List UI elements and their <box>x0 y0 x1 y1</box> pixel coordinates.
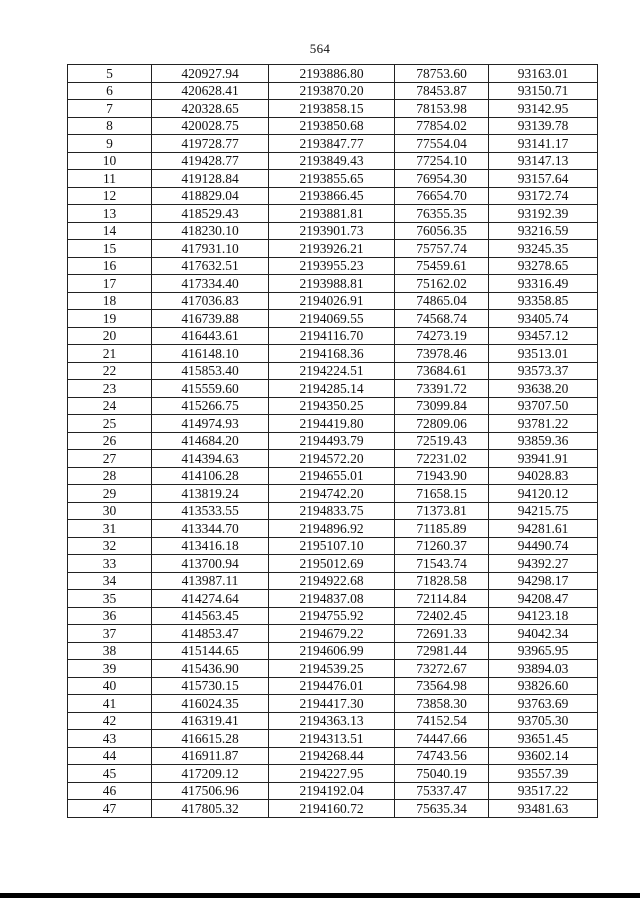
table-row <box>68 625 598 643</box>
point-number-cell: 19 <box>68 310 152 328</box>
easting-1-cell: 415730.15 <box>152 677 269 695</box>
easting-2-cell: 71260.37 <box>395 537 489 555</box>
easting-2-cell: 71185.89 <box>395 520 489 538</box>
easting-2-cell: 77254.10 <box>395 152 489 170</box>
easting-1-cell: 416148.10 <box>152 345 269 363</box>
table-row <box>68 432 598 450</box>
table-row <box>68 730 598 748</box>
easting-2-cell: 71543.74 <box>395 555 489 573</box>
point-number-cell: 26 <box>68 432 152 450</box>
northing-2-cell: 93602.14 <box>489 747 598 765</box>
northing-1-cell: 2194837.08 <box>269 590 395 608</box>
northing-2-cell: 93278.65 <box>489 257 598 275</box>
northing-1-cell: 2194419.80 <box>269 415 395 433</box>
easting-1-cell: 415266.75 <box>152 397 269 415</box>
easting-2-cell: 74568.74 <box>395 310 489 328</box>
point-number-cell: 39 <box>68 660 152 678</box>
easting-2-cell: 73978.46 <box>395 345 489 363</box>
easting-1-cell: 414394.63 <box>152 450 269 468</box>
northing-1-cell: 2194476.01 <box>269 677 395 695</box>
point-number-cell: 28 <box>68 467 152 485</box>
table-row <box>68 170 598 188</box>
northing-1-cell: 2193855.65 <box>269 170 395 188</box>
northing-1-cell: 2194268.44 <box>269 747 395 765</box>
northing-2-cell: 93705.30 <box>489 712 598 730</box>
northing-1-cell: 2194606.99 <box>269 642 395 660</box>
easting-2-cell: 71658.15 <box>395 485 489 503</box>
point-number-cell: 7 <box>68 100 152 118</box>
point-number-cell: 11 <box>68 170 152 188</box>
easting-2-cell: 78453.87 <box>395 82 489 100</box>
point-number-cell: 8 <box>68 117 152 135</box>
easting-2-cell: 73564.98 <box>395 677 489 695</box>
table-row <box>68 537 598 555</box>
easting-2-cell: 74743.56 <box>395 747 489 765</box>
northing-2-cell: 93139.78 <box>489 117 598 135</box>
table-row <box>68 117 598 135</box>
northing-1-cell: 2193866.45 <box>269 187 395 205</box>
northing-1-cell: 2194833.75 <box>269 502 395 520</box>
point-number-cell: 35 <box>68 590 152 608</box>
northing-1-cell: 2194350.25 <box>269 397 395 415</box>
table-row <box>68 327 598 345</box>
easting-2-cell: 71828.58 <box>395 572 489 590</box>
northing-2-cell: 94028.83 <box>489 467 598 485</box>
northing-1-cell: 2194363.13 <box>269 712 395 730</box>
table-row <box>68 310 598 328</box>
northing-1-cell: 2194417.30 <box>269 695 395 713</box>
easting-2-cell: 72519.43 <box>395 432 489 450</box>
northing-1-cell: 2194572.20 <box>269 450 395 468</box>
easting-2-cell: 74447.66 <box>395 730 489 748</box>
northing-1-cell: 2193926.21 <box>269 240 395 258</box>
table-row <box>68 782 598 800</box>
point-number-cell: 24 <box>68 397 152 415</box>
table-row <box>68 240 598 258</box>
table-row <box>68 520 598 538</box>
point-number-cell: 44 <box>68 747 152 765</box>
table-row <box>68 485 598 503</box>
table-row <box>68 275 598 293</box>
northing-2-cell: 93316.49 <box>489 275 598 293</box>
easting-2-cell: 74865.04 <box>395 292 489 310</box>
point-number-cell: 34 <box>68 572 152 590</box>
northing-2-cell: 94120.12 <box>489 485 598 503</box>
point-number-cell: 40 <box>68 677 152 695</box>
easting-1-cell: 419428.77 <box>152 152 269 170</box>
northing-2-cell: 93573.37 <box>489 362 598 380</box>
northing-2-cell: 93481.63 <box>489 800 598 818</box>
northing-1-cell: 2194227.95 <box>269 765 395 783</box>
point-number-cell: 29 <box>68 485 152 503</box>
northing-1-cell: 2193901.73 <box>269 222 395 240</box>
table-row <box>68 555 598 573</box>
easting-2-cell: 73391.72 <box>395 380 489 398</box>
point-number-cell: 21 <box>68 345 152 363</box>
easting-2-cell: 77554.04 <box>395 135 489 153</box>
easting-2-cell: 76355.35 <box>395 205 489 223</box>
northing-2-cell: 93142.95 <box>489 100 598 118</box>
easting-1-cell: 414684.20 <box>152 432 269 450</box>
northing-2-cell: 94490.74 <box>489 537 598 555</box>
easting-1-cell: 417036.83 <box>152 292 269 310</box>
easting-2-cell: 76954.30 <box>395 170 489 188</box>
easting-2-cell: 72402.45 <box>395 607 489 625</box>
easting-1-cell: 415144.65 <box>152 642 269 660</box>
easting-2-cell: 75757.74 <box>395 240 489 258</box>
easting-1-cell: 417632.51 <box>152 257 269 275</box>
point-number-cell: 10 <box>68 152 152 170</box>
northing-2-cell: 93965.95 <box>489 642 598 660</box>
northing-1-cell: 2194224.51 <box>269 362 395 380</box>
northing-2-cell: 93707.50 <box>489 397 598 415</box>
point-number-cell: 30 <box>68 502 152 520</box>
table-row <box>68 800 598 818</box>
easting-1-cell: 413987.11 <box>152 572 269 590</box>
easting-2-cell: 75162.02 <box>395 275 489 293</box>
easting-1-cell: 419728.77 <box>152 135 269 153</box>
easting-1-cell: 414274.64 <box>152 590 269 608</box>
northing-1-cell: 2193858.15 <box>269 100 395 118</box>
coordinates-table-body <box>68 65 598 818</box>
easting-1-cell: 414974.93 <box>152 415 269 433</box>
point-number-cell: 5 <box>68 65 152 83</box>
table-row <box>68 677 598 695</box>
northing-1-cell: 2195107.10 <box>269 537 395 555</box>
table-row <box>68 362 598 380</box>
northing-2-cell: 93141.17 <box>489 135 598 153</box>
point-number-cell: 33 <box>68 555 152 573</box>
point-number-cell: 46 <box>68 782 152 800</box>
easting-2-cell: 73684.61 <box>395 362 489 380</box>
table-row <box>68 695 598 713</box>
northing-2-cell: 93150.71 <box>489 82 598 100</box>
point-number-cell: 13 <box>68 205 152 223</box>
point-number-cell: 17 <box>68 275 152 293</box>
easting-2-cell: 71373.81 <box>395 502 489 520</box>
easting-1-cell: 414106.28 <box>152 467 269 485</box>
northing-2-cell: 93457.12 <box>489 327 598 345</box>
northing-2-cell: 93763.69 <box>489 695 598 713</box>
easting-1-cell: 415853.40 <box>152 362 269 380</box>
easting-2-cell: 78753.60 <box>395 65 489 83</box>
northing-1-cell: 2193850.68 <box>269 117 395 135</box>
northing-2-cell: 93157.64 <box>489 170 598 188</box>
northing-1-cell: 2193886.80 <box>269 65 395 83</box>
point-number-cell: 37 <box>68 625 152 643</box>
easting-1-cell: 414853.47 <box>152 625 269 643</box>
point-number-cell: 31 <box>68 520 152 538</box>
northing-2-cell: 94215.75 <box>489 502 598 520</box>
table-row <box>68 712 598 730</box>
table-row <box>68 65 598 83</box>
northing-1-cell: 2194285.14 <box>269 380 395 398</box>
table-row <box>68 765 598 783</box>
northing-2-cell: 94042.34 <box>489 625 598 643</box>
easting-1-cell: 414563.45 <box>152 607 269 625</box>
northing-1-cell: 2194679.22 <box>269 625 395 643</box>
easting-1-cell: 420328.65 <box>152 100 269 118</box>
table-row <box>68 590 598 608</box>
northing-2-cell: 94298.17 <box>489 572 598 590</box>
point-number-cell: 22 <box>68 362 152 380</box>
northing-1-cell: 2194168.36 <box>269 345 395 363</box>
northing-1-cell: 2193849.43 <box>269 152 395 170</box>
table-row <box>68 502 598 520</box>
easting-1-cell: 415436.90 <box>152 660 269 678</box>
point-number-cell: 27 <box>68 450 152 468</box>
easting-1-cell: 416615.28 <box>152 730 269 748</box>
northing-1-cell: 2193988.81 <box>269 275 395 293</box>
northing-2-cell: 94281.61 <box>489 520 598 538</box>
easting-2-cell: 73272.67 <box>395 660 489 678</box>
easting-2-cell: 73858.30 <box>395 695 489 713</box>
northing-1-cell: 2194655.01 <box>269 467 395 485</box>
point-number-cell: 42 <box>68 712 152 730</box>
northing-2-cell: 94392.27 <box>489 555 598 573</box>
table-row <box>68 450 598 468</box>
point-number-cell: 12 <box>68 187 152 205</box>
northing-2-cell: 93172.74 <box>489 187 598 205</box>
northing-2-cell: 93245.35 <box>489 240 598 258</box>
easting-2-cell: 72231.02 <box>395 450 489 468</box>
easting-1-cell: 417334.40 <box>152 275 269 293</box>
northing-1-cell: 2193955.23 <box>269 257 395 275</box>
easting-1-cell: 416443.61 <box>152 327 269 345</box>
easting-1-cell: 420927.94 <box>152 65 269 83</box>
northing-1-cell: 2194116.70 <box>269 327 395 345</box>
point-number-cell: 6 <box>68 82 152 100</box>
easting-1-cell: 413533.55 <box>152 502 269 520</box>
northing-1-cell: 2194192.04 <box>269 782 395 800</box>
northing-2-cell: 94123.18 <box>489 607 598 625</box>
easting-1-cell: 416024.35 <box>152 695 269 713</box>
easting-2-cell: 75459.61 <box>395 257 489 275</box>
northing-2-cell: 93859.36 <box>489 432 598 450</box>
easting-2-cell: 72691.33 <box>395 625 489 643</box>
easting-1-cell: 413700.94 <box>152 555 269 573</box>
point-number-cell: 9 <box>68 135 152 153</box>
northing-2-cell: 93651.45 <box>489 730 598 748</box>
table-row <box>68 607 598 625</box>
northing-2-cell: 93405.74 <box>489 310 598 328</box>
northing-2-cell: 93192.39 <box>489 205 598 223</box>
northing-1-cell: 2194922.68 <box>269 572 395 590</box>
coordinates-table <box>67 64 598 818</box>
point-number-cell: 32 <box>68 537 152 555</box>
northing-1-cell: 2194755.92 <box>269 607 395 625</box>
easting-2-cell: 76654.70 <box>395 187 489 205</box>
table-row <box>68 257 598 275</box>
easting-2-cell: 76056.35 <box>395 222 489 240</box>
northing-2-cell: 93147.13 <box>489 152 598 170</box>
table-row <box>68 82 598 100</box>
page-number: 564 <box>309 41 331 56</box>
northing-1-cell: 2195012.69 <box>269 555 395 573</box>
easting-1-cell: 416319.41 <box>152 712 269 730</box>
point-number-cell: 18 <box>68 292 152 310</box>
easting-2-cell: 77854.02 <box>395 117 489 135</box>
point-number-cell: 43 <box>68 730 152 748</box>
point-number-cell: 25 <box>68 415 152 433</box>
point-number-cell: 36 <box>68 607 152 625</box>
northing-1-cell: 2193881.81 <box>269 205 395 223</box>
easting-1-cell: 417805.32 <box>152 800 269 818</box>
easting-1-cell: 417931.10 <box>152 240 269 258</box>
easting-2-cell: 74152.54 <box>395 712 489 730</box>
easting-1-cell: 417209.12 <box>152 765 269 783</box>
northing-1-cell: 2194069.55 <box>269 310 395 328</box>
easting-2-cell: 75337.47 <box>395 782 489 800</box>
easting-2-cell: 78153.98 <box>395 100 489 118</box>
easting-1-cell: 418230.10 <box>152 222 269 240</box>
northing-1-cell: 2194539.25 <box>269 660 395 678</box>
northing-1-cell: 2193847.77 <box>269 135 395 153</box>
table-row <box>68 380 598 398</box>
point-number-cell: 38 <box>68 642 152 660</box>
table-row <box>68 205 598 223</box>
northing-2-cell: 93163.01 <box>489 65 598 83</box>
easting-1-cell: 420028.75 <box>152 117 269 135</box>
easting-2-cell: 73099.84 <box>395 397 489 415</box>
northing-2-cell: 93513.01 <box>489 345 598 363</box>
northing-2-cell: 93826.60 <box>489 677 598 695</box>
easting-1-cell: 419128.84 <box>152 170 269 188</box>
easting-2-cell: 75635.34 <box>395 800 489 818</box>
table-row <box>68 345 598 363</box>
northing-2-cell: 93358.85 <box>489 292 598 310</box>
table-row <box>68 642 598 660</box>
northing-2-cell: 93517.22 <box>489 782 598 800</box>
table-row <box>68 292 598 310</box>
easting-1-cell: 416739.88 <box>152 310 269 328</box>
easting-1-cell: 418829.04 <box>152 187 269 205</box>
northing-2-cell: 93894.03 <box>489 660 598 678</box>
easting-1-cell: 418529.43 <box>152 205 269 223</box>
scan-edge-bar <box>0 893 640 898</box>
table-row <box>68 397 598 415</box>
northing-2-cell: 93781.22 <box>489 415 598 433</box>
table-row <box>68 467 598 485</box>
northing-1-cell: 2193870.20 <box>269 82 395 100</box>
easting-2-cell: 75040.19 <box>395 765 489 783</box>
northing-2-cell: 94208.47 <box>489 590 598 608</box>
northing-1-cell: 2194160.72 <box>269 800 395 818</box>
northing-2-cell: 93216.59 <box>489 222 598 240</box>
easting-1-cell: 415559.60 <box>152 380 269 398</box>
table-row <box>68 100 598 118</box>
table-row <box>68 222 598 240</box>
easting-2-cell: 71943.90 <box>395 467 489 485</box>
northing-1-cell: 2194493.79 <box>269 432 395 450</box>
easting-1-cell: 420628.41 <box>152 82 269 100</box>
northing-1-cell: 2194896.92 <box>269 520 395 538</box>
point-number-cell: 16 <box>68 257 152 275</box>
northing-2-cell: 93941.91 <box>489 450 598 468</box>
northing-2-cell: 93557.39 <box>489 765 598 783</box>
easting-2-cell: 72981.44 <box>395 642 489 660</box>
point-number-cell: 15 <box>68 240 152 258</box>
point-number-cell: 14 <box>68 222 152 240</box>
easting-1-cell: 417506.96 <box>152 782 269 800</box>
table-row <box>68 747 598 765</box>
table-row <box>68 660 598 678</box>
easting-1-cell: 413344.70 <box>152 520 269 538</box>
table-row <box>68 152 598 170</box>
point-number-cell: 20 <box>68 327 152 345</box>
northing-1-cell: 2194742.20 <box>269 485 395 503</box>
point-number-cell: 23 <box>68 380 152 398</box>
easting-1-cell: 413819.24 <box>152 485 269 503</box>
northing-2-cell: 93638.20 <box>489 380 598 398</box>
northing-1-cell: 2194026.91 <box>269 292 395 310</box>
point-number-cell: 41 <box>68 695 152 713</box>
table-row <box>68 187 598 205</box>
easting-2-cell: 72114.84 <box>395 590 489 608</box>
northing-1-cell: 2194313.51 <box>269 730 395 748</box>
easting-1-cell: 416911.87 <box>152 747 269 765</box>
easting-1-cell: 413416.18 <box>152 537 269 555</box>
easting-2-cell: 74273.19 <box>395 327 489 345</box>
point-number-cell: 45 <box>68 765 152 783</box>
easting-2-cell: 72809.06 <box>395 415 489 433</box>
table-row <box>68 572 598 590</box>
table-row <box>68 415 598 433</box>
table-row <box>68 135 598 153</box>
point-number-cell: 47 <box>68 800 152 818</box>
